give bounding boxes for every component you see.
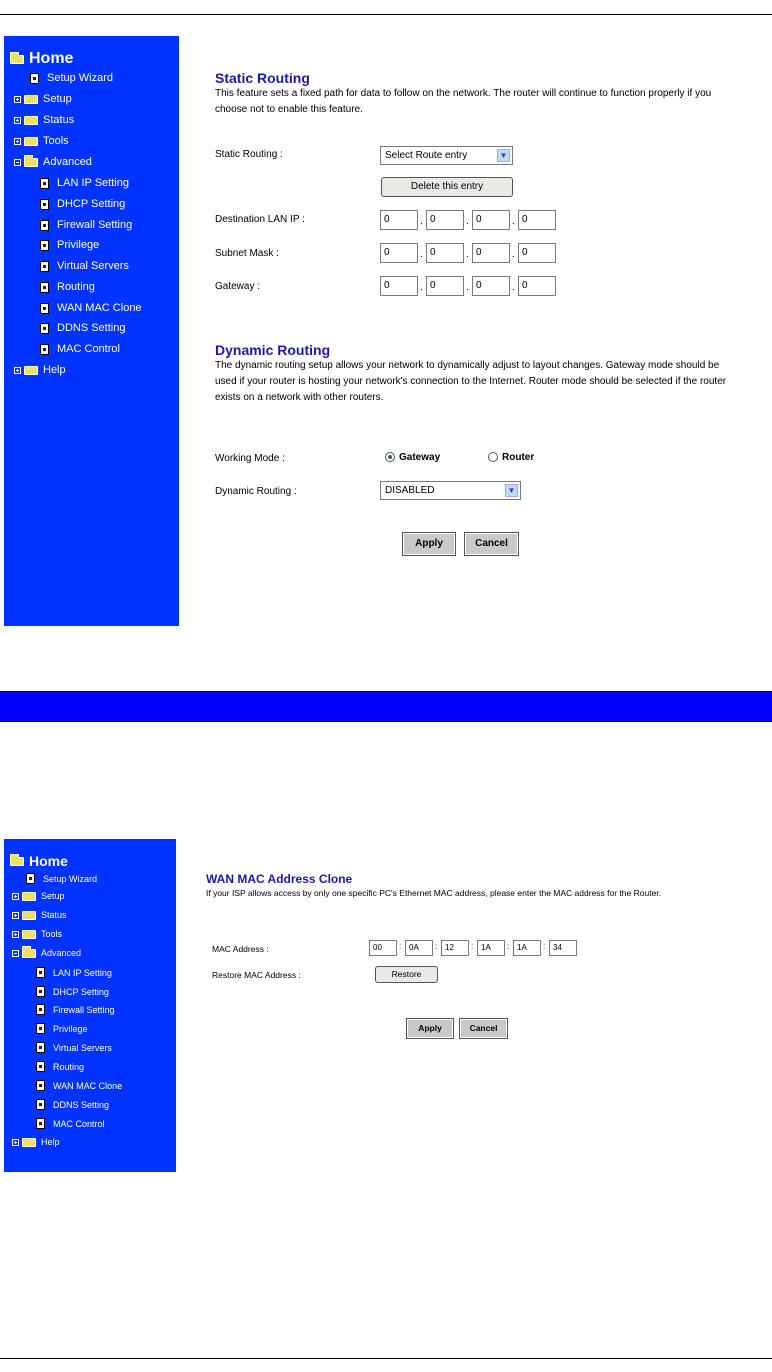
top-rule (0, 14, 772, 15)
gateway-octet-1[interactable]: 0 (380, 276, 418, 296)
apply-button[interactable]: Apply (403, 533, 455, 555)
page-icon (36, 1099, 45, 1110)
cancel-button[interactable]: Cancel (460, 1019, 507, 1038)
sidebar-item-status[interactable]: Status (14, 114, 74, 126)
page-icon (30, 73, 39, 84)
dynamic-routing-select[interactable]: DISABLED ▼ (380, 481, 521, 500)
wan-mac-clone-title: WAN MAC Address Clone (206, 872, 353, 886)
subnet-octet-3[interactable]: 0 (472, 243, 510, 263)
mac-octet-6[interactable]: 34 (549, 940, 577, 956)
static-routing-label: Static Routing : (215, 149, 283, 160)
dynamic-routing-label: Dynamic Routing : (215, 486, 297, 497)
octet-separator: . (420, 282, 423, 293)
collapse-icon[interactable] (12, 950, 19, 957)
nav-sidebar (4, 839, 176, 1172)
expand-icon[interactable] (14, 117, 21, 124)
folder-open-icon (24, 158, 38, 167)
subnet-mask-label: Subnet Mask : (215, 248, 279, 259)
page-icon (36, 1042, 45, 1053)
section-header-bar (0, 691, 772, 722)
restore-button[interactable]: Restore (375, 966, 438, 983)
folder-icon (24, 116, 38, 125)
static-routing-select[interactable]: Select Route entry ▼ (380, 146, 513, 165)
sidebar-item-privilege[interactable]: Privilege (36, 1023, 88, 1034)
static-routing-description: This feature sets a fixed path for data to follow on the network. The router will continue to function properly if you choose not to enable this feature. (215, 88, 712, 115)
sidebar-item-lan-ip-setting[interactable]: LAN IP Setting (36, 967, 112, 978)
octet-separator: . (466, 282, 469, 293)
chevron-down-icon: ▼ (497, 149, 510, 162)
dynamic-routing-title: Dynamic Routing (215, 342, 331, 358)
sidebar-item-setup-wizard[interactable]: Setup Wizard (30, 72, 113, 84)
sidebar-item-home[interactable]: Home (10, 853, 68, 869)
dest-ip-octet-4[interactable]: 0 (518, 210, 556, 230)
gateway-label: Gateway : (215, 281, 261, 292)
radio-icon[interactable] (488, 452, 498, 462)
folder-icon (24, 137, 38, 146)
chevron-down-icon: ▼ (505, 484, 518, 497)
expand-icon[interactable] (12, 893, 19, 900)
sidebar-item-wan-mac-clone[interactable]: WAN MAC Clone (40, 302, 142, 314)
gateway-octet-4[interactable]: 0 (518, 276, 556, 296)
sidebar-item-routing[interactable]: Routing (36, 1061, 84, 1072)
mac-octet-2[interactable]: 0A (405, 940, 433, 956)
folder-open-icon (10, 857, 24, 866)
sidebar-item-ddns-setting[interactable]: DDNS Setting (40, 322, 125, 334)
page-icon (36, 986, 45, 997)
radio-selected-icon[interactable] (385, 452, 395, 462)
page-icon (26, 873, 35, 884)
sidebar-item-dhcp-setting[interactable]: DHCP Setting (40, 198, 125, 210)
sidebar-item-virtual-servers[interactable]: Virtual Servers (40, 260, 129, 272)
sidebar-item-help[interactable]: Help (12, 1137, 60, 1147)
sidebar-item-setup-wizard[interactable]: Setup Wizard (26, 873, 97, 884)
mac-octet-3[interactable]: 12 (441, 940, 469, 956)
mac-separator: : (399, 942, 402, 951)
sidebar-item-advanced[interactable]: Advanced (12, 948, 81, 958)
page-icon (36, 1080, 45, 1091)
expand-icon[interactable] (14, 96, 21, 103)
octet-separator: . (512, 282, 515, 293)
dest-ip-octet-2[interactable]: 0 (426, 210, 464, 230)
subnet-octet-4[interactable]: 0 (518, 243, 556, 263)
page-icon (40, 199, 49, 210)
collapse-icon[interactable] (14, 159, 21, 166)
page-icon (40, 282, 49, 293)
mac-separator: : (435, 942, 438, 951)
expand-icon[interactable] (14, 138, 21, 145)
page-icon (36, 1118, 45, 1129)
sidebar-item-mac-control[interactable]: MAC Control (40, 343, 120, 355)
sidebar-item-wan-mac-clone[interactable]: WAN MAC Clone (36, 1080, 122, 1091)
page-icon (36, 1004, 45, 1015)
octet-separator: . (512, 249, 515, 260)
delete-entry-button[interactable]: Delete this entry (381, 177, 513, 197)
subnet-octet-2[interactable]: 0 (426, 243, 464, 263)
expand-icon[interactable] (12, 931, 19, 938)
page-icon (36, 1023, 45, 1034)
mac-octet-1[interactable]: 00 (369, 940, 397, 956)
octet-separator: . (420, 216, 423, 227)
expand-icon[interactable] (12, 912, 19, 919)
sidebar-item-advanced[interactable]: Advanced (14, 156, 92, 168)
sidebar-item-mac-control[interactable]: MAC Control (36, 1118, 105, 1129)
sidebar-item-tools[interactable]: Tools (14, 135, 69, 147)
page-icon (40, 240, 49, 251)
sidebar-item-routing[interactable]: Routing (40, 281, 95, 293)
mac-address-label: MAC Address : (212, 944, 269, 954)
octet-separator: . (420, 249, 423, 260)
expand-icon[interactable] (14, 367, 21, 374)
folder-icon (22, 892, 36, 901)
page-icon (40, 344, 49, 355)
folder-icon (22, 911, 36, 920)
static-routing-title: Static Routing (215, 70, 310, 86)
octet-separator: . (512, 216, 515, 227)
folder-icon (24, 366, 38, 375)
sidebar-item-firewall-setting[interactable]: Firewall Setting (40, 219, 132, 231)
mac-separator: : (507, 942, 510, 951)
bottom-rule (0, 1358, 772, 1359)
dynamic-routing-description: The dynamic routing setup allows your network to dynamically adjust to layout changes. Gateway mode should be used if your router is hosting your network's connection to the Internet. Router mode should be selected if the router exists on a network with other routers. (215, 360, 727, 403)
mac-octet-4[interactable]: 1A (477, 940, 505, 956)
folder-open-icon (22, 949, 36, 958)
sidebar-item-dhcp-setting[interactable]: DHCP Setting (36, 986, 109, 997)
page-icon (40, 261, 49, 272)
gateway-octet-3[interactable]: 0 (472, 276, 510, 296)
sidebar-item-status[interactable]: Status (12, 910, 67, 920)
working-mode-label: Working Mode : (215, 453, 285, 464)
sidebar-item-setup[interactable]: Setup (12, 891, 65, 901)
sidebar-item-ddns-setting[interactable]: DDNS Setting (36, 1099, 109, 1110)
sidebar-item-virtual-servers[interactable]: Virtual Servers (36, 1042, 112, 1053)
sidebar-item-firewall-setting[interactable]: Firewall Setting (36, 1004, 115, 1015)
apply-button[interactable]: Apply (407, 1019, 453, 1038)
page-icon (40, 220, 49, 231)
mode-router-option[interactable]: Router (488, 452, 534, 463)
expand-icon[interactable] (12, 1139, 19, 1146)
sidebar-item-home[interactable]: Home (10, 50, 73, 68)
sidebar-item-tools[interactable]: Tools (12, 929, 62, 939)
mode-gateway-option[interactable]: Gateway (385, 452, 440, 463)
page-icon (36, 1061, 45, 1072)
folder-open-icon (10, 55, 24, 64)
page-icon (40, 303, 49, 314)
octet-separator: . (466, 216, 469, 227)
folder-icon (22, 930, 36, 939)
gateway-octet-2[interactable]: 0 (426, 276, 464, 296)
folder-icon (22, 1138, 36, 1147)
dest-lan-ip-label: Destination LAN IP : (215, 214, 305, 225)
sidebar-item-privilege[interactable]: Privilege (40, 239, 99, 251)
mac-separator: : (543, 942, 546, 951)
nav-sidebar (4, 36, 179, 626)
mac-octet-5[interactable]: 1A (513, 940, 541, 956)
wan-mac-clone-description: If your ISP allows access by only one specific PC's Ethernet MAC address, please enter the MAC address for the Router. (206, 888, 662, 898)
sidebar-item-setup[interactable]: Setup (14, 93, 72, 105)
restore-mac-label: Restore MAC Address : (212, 970, 301, 980)
mac-separator: : (471, 942, 474, 951)
dest-ip-octet-1[interactable]: 0 (380, 210, 418, 230)
sidebar-item-lan-ip-setting[interactable]: LAN IP Setting (40, 177, 129, 189)
sidebar-item-help[interactable]: Help (14, 364, 66, 376)
page-icon (40, 323, 49, 334)
cancel-button[interactable]: Cancel (465, 533, 518, 555)
folder-icon (24, 95, 38, 104)
dest-ip-octet-3[interactable]: 0 (472, 210, 510, 230)
page-icon (36, 967, 45, 978)
octet-separator: . (466, 249, 469, 260)
page-icon (40, 178, 49, 189)
subnet-octet-1[interactable]: 0 (380, 243, 418, 263)
